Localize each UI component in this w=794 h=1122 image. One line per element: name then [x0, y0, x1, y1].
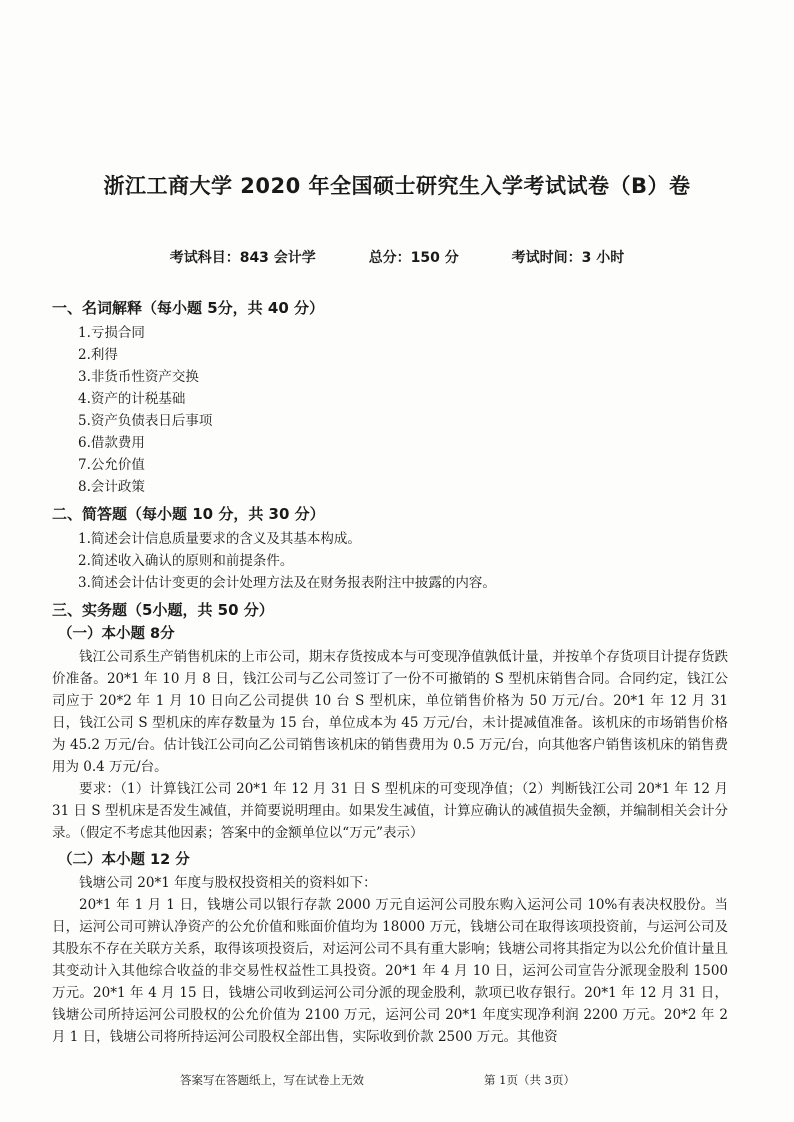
section-2-list — [52, 528, 728, 594]
question-1-requirements: 要求：（1）计算钱江公司 20*1 年 12 月 31 日 S 型机床的可变现净值；（2）判断钱江公司 20*1 年 12 月 31 日 S 型机床是否发生减值，并简要说明理由。如果发生减值，计算应确认的减值损失金额，并编制相关会计分录。（假定不考虑其他因素；答案中的金额单位以“万元”表示） — [52, 781, 728, 841]
exam-content — [52, 296, 728, 1048]
exam-title: 浙江工商大学 2020 年全国硕士研究生入学考试试卷（B）卷 — [103, 174, 691, 198]
list-item: 1.亏损合同 — [78, 325, 145, 341]
list-item: 3.简述会计估计变更的会计处理方法及在财务报表附注中披露的内容。 — [78, 575, 496, 591]
list-item: 2.简述收入确认的原则和前提条件。 — [78, 553, 294, 569]
question-2-intro: 钱塘公司 20*1 年度与股权投资相关的资料如下： — [79, 875, 377, 891]
section-1-heading: 一、名词解释（每小题 5分，共 40 分） — [52, 299, 324, 317]
section-3-heading: 三、实务题（5小题，共 50 分） — [52, 601, 274, 619]
question-2-heading: （二）本小题 12 分 — [58, 852, 190, 868]
exam-total-score: 总分：150 分 — [368, 250, 459, 266]
page-number: 第 1页（共 3页） — [484, 1073, 575, 1087]
section-1-list — [52, 322, 728, 498]
list-item: 2.利得 — [78, 347, 118, 363]
list-item: 7.公允价值 — [78, 457, 145, 473]
exam-duration: 考试时间：3 小时 — [511, 250, 625, 266]
question-1-paragraph: 钱江公司系生产销售机床的上市公司，期末存货按成本与可变现净值孰低计量，并按单个存货项目计提存货跌价准备。20*1 年 10 月 8 日，钱江公司与乙公司签订了一份不可撤销的 S 型机床销售合同。合同约定，钱江公司应于 20*2 年 1 月 10 日向乙公司提供 10 台 S 型机床，单位销售价格为 50 万元/台。20*1 年 12 月 31 日，钱江公司 S 型机床的库存数量为 15 台，单位成本为 45 万元/台，未计提减值准备。该机床的市场销售价格为 45.2 万元/台。估计钱江公司向乙公司销售该机床的销售费用为 0.5 万元/台，向其他客户销售该机床的销售费用为 0.4 万元/台。 — [52, 649, 728, 775]
list-item: 8.会计政策 — [78, 479, 145, 495]
question-2-paragraph: 20*1 年 1 月 1 日，钱塘公司以银行存款 2000 万元自运河公司股东购入运河公司 10%有表决权股份。当日，运河公司可辨认净资产的公允价值和账面价值均为 18000 万元，钱塘公司在取得该项投资前，与运河公司及其股东不存在关联方关系，取得该项投资后，对运河公司不具有重大影响；钱塘公司将其指定为以公允价值计量且其变动计入其他综合收益的非交易性权益性工具投资。20*1 年 4 月 10 日，运河公司宣告分派现金股利 1500 万元。20*1 年 4 月 15 日，钱塘公司收到运河公司分派的现金股利，款项已收存银行。20*1 年 12 月 31 日，钱塘公司所持运河公司股权的公允价值为 2100 万元，运河公司 20*1 年度实现净利润 2200 万元。20*2 年 2 月 1 日，钱塘公司将所持运河公司股权全部出售，实际收到价款 2500 万元。其他资 — [52, 897, 728, 1045]
list-item: 3.非货币性资产交换 — [78, 369, 199, 385]
section-2-heading: 二、简答题（每小题 10 分，共 30 分） — [52, 505, 325, 523]
footer-note: 答案写在答题纸上，写在试卷上无效 — [180, 1073, 364, 1087]
list-item: 5.资产负债表日后事项 — [78, 413, 213, 429]
exam-meta — [0, 247, 794, 267]
list-item: 6.借款费用 — [78, 435, 145, 451]
exam-subject: 考试科目：843 会计学 — [169, 250, 316, 266]
question-1-heading: （一）本小题 8分 — [58, 626, 175, 642]
list-item: 4.资产的计税基础 — [78, 391, 186, 407]
list-item: 1.简述会计信息质量要求的含义及其基本构成。 — [78, 531, 361, 547]
